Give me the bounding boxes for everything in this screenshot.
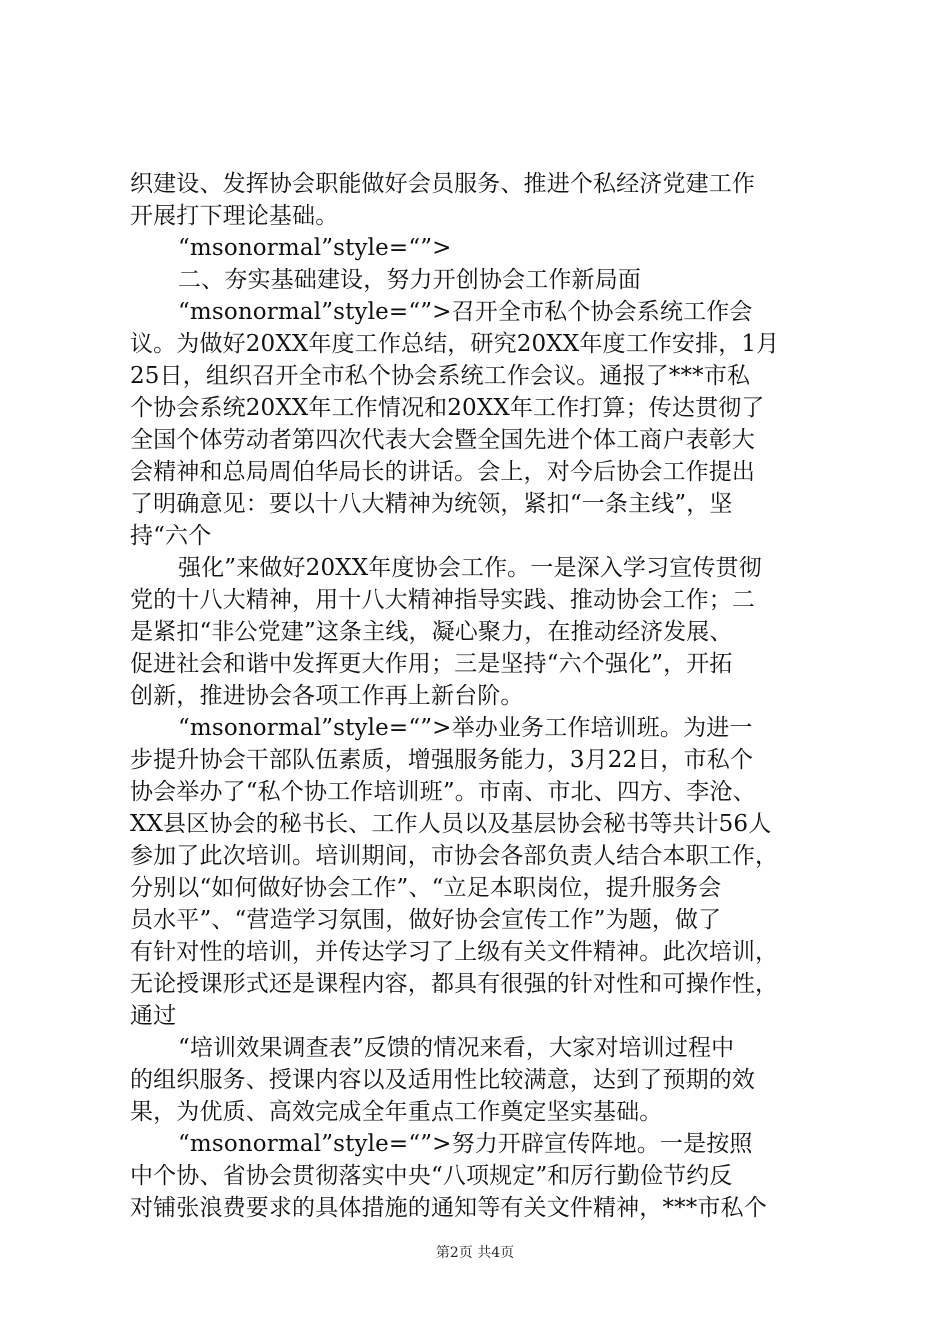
- text-line: 是紧扣“非公党建”这条主线，凝心聚力，在推动经济发展、: [130, 619, 733, 645]
- text-line: 有针对性的培训，并传达学习了上级有关文件精神。此次培训，: [130, 939, 779, 965]
- text-line: 个协会系统20XX年工作情况和20XX年工作打算；传达贯彻了: [130, 395, 765, 421]
- text-line: 议。为做好20XX年度工作总结，研究20XX年度工作安排，1月: [130, 331, 780, 357]
- text-line: 会精神和总局周伯华局长的讲话。会上，对今后协会工作提出: [130, 459, 756, 485]
- text-line: 的组织服务、授课内容以及适用性比较满意，达到了预期的效: [130, 1067, 756, 1093]
- text-line: 对铺张浪费要求的具体措施的通知等有关文件精神，***市私个: [130, 1195, 767, 1221]
- document-body: [130, 168, 830, 1224]
- text-line: 员水平”、“营造学习氛围，做好协会宣传工作”为题，做了: [130, 907, 722, 933]
- text-line: 25日，组织召开全市私个协会系统工作会议。通报了***市私: [130, 363, 751, 389]
- text-line: “msonormal”style=“”>召开全市私个协会系统工作会: [178, 299, 753, 325]
- section-heading: 二、夯实基础建设，努力开创协会工作新局面: [178, 267, 641, 293]
- text-line: 强化”来做好20XX年度协会工作。一是深入学习宣传贯彻: [178, 555, 762, 581]
- page-number-footer: 第2页 共4页: [435, 1245, 515, 1261]
- text-line: 开展打下理论基础。: [130, 203, 339, 229]
- text-line: 无论授课形式还是课程内容，都具有很强的针对性和可操作性，: [130, 971, 779, 997]
- text-line: “msonormal”style=“”>: [178, 235, 452, 261]
- text-line: 持“六个: [130, 523, 212, 549]
- text-line: “培训效果调查表”反馈的情况来看，大家对培训过程中: [178, 1035, 735, 1061]
- text-line: 步提升协会干部队伍素质，增强服务能力，3月22日，市私个: [130, 747, 754, 773]
- text-line: 参加了此次培训。培训期间，市协会各部负责人结合本职工作，: [130, 843, 779, 869]
- text-line: 中个协、省协会贯彻落实中央“八项规定”和厉行勤俭节约反: [130, 1163, 733, 1189]
- text-line: “msonormal”style=“”>举办业务工作培训班。为进一: [178, 715, 753, 741]
- text-line: XX县区协会的秘书长、工作人员以及基层协会秘书等共计56人: [130, 811, 772, 837]
- text-line: 了明确意见：要以十八大精神为统领，紧扣“一条主线”，坚: [130, 491, 733, 517]
- text-line: 织建设、发挥协会职能做好会员服务、推进个私经济党建工作: [130, 171, 756, 197]
- text-line: 分别以“如何做好协会工作”、“立足本职岗位，提升服务会: [130, 875, 722, 901]
- text-line: 果，为优质、高效完成全年重点工作奠定坚实基础。: [130, 1099, 663, 1125]
- text-line: 促进社会和谐中发挥更大作用；三是坚持“六个强化”，开拓: [130, 651, 733, 677]
- text-line: 党的十八大精神，用十八大精神指导实践、推动协会工作；二: [130, 587, 756, 613]
- text-line: 全国个体劳动者第四次代表大会暨全国先进个体工商户表彰大: [130, 427, 756, 453]
- text-line: “msonormal”style=“”>努力开辟宣传阵地。一是按照: [178, 1131, 753, 1157]
- text-line: 协会举办了“私个协工作培训班”。市南、市北、四方、李沧、: [130, 779, 756, 805]
- text-line: 创新，推进协会各项工作再上新台阶。: [130, 683, 524, 709]
- text-line: 通过: [130, 1003, 177, 1029]
